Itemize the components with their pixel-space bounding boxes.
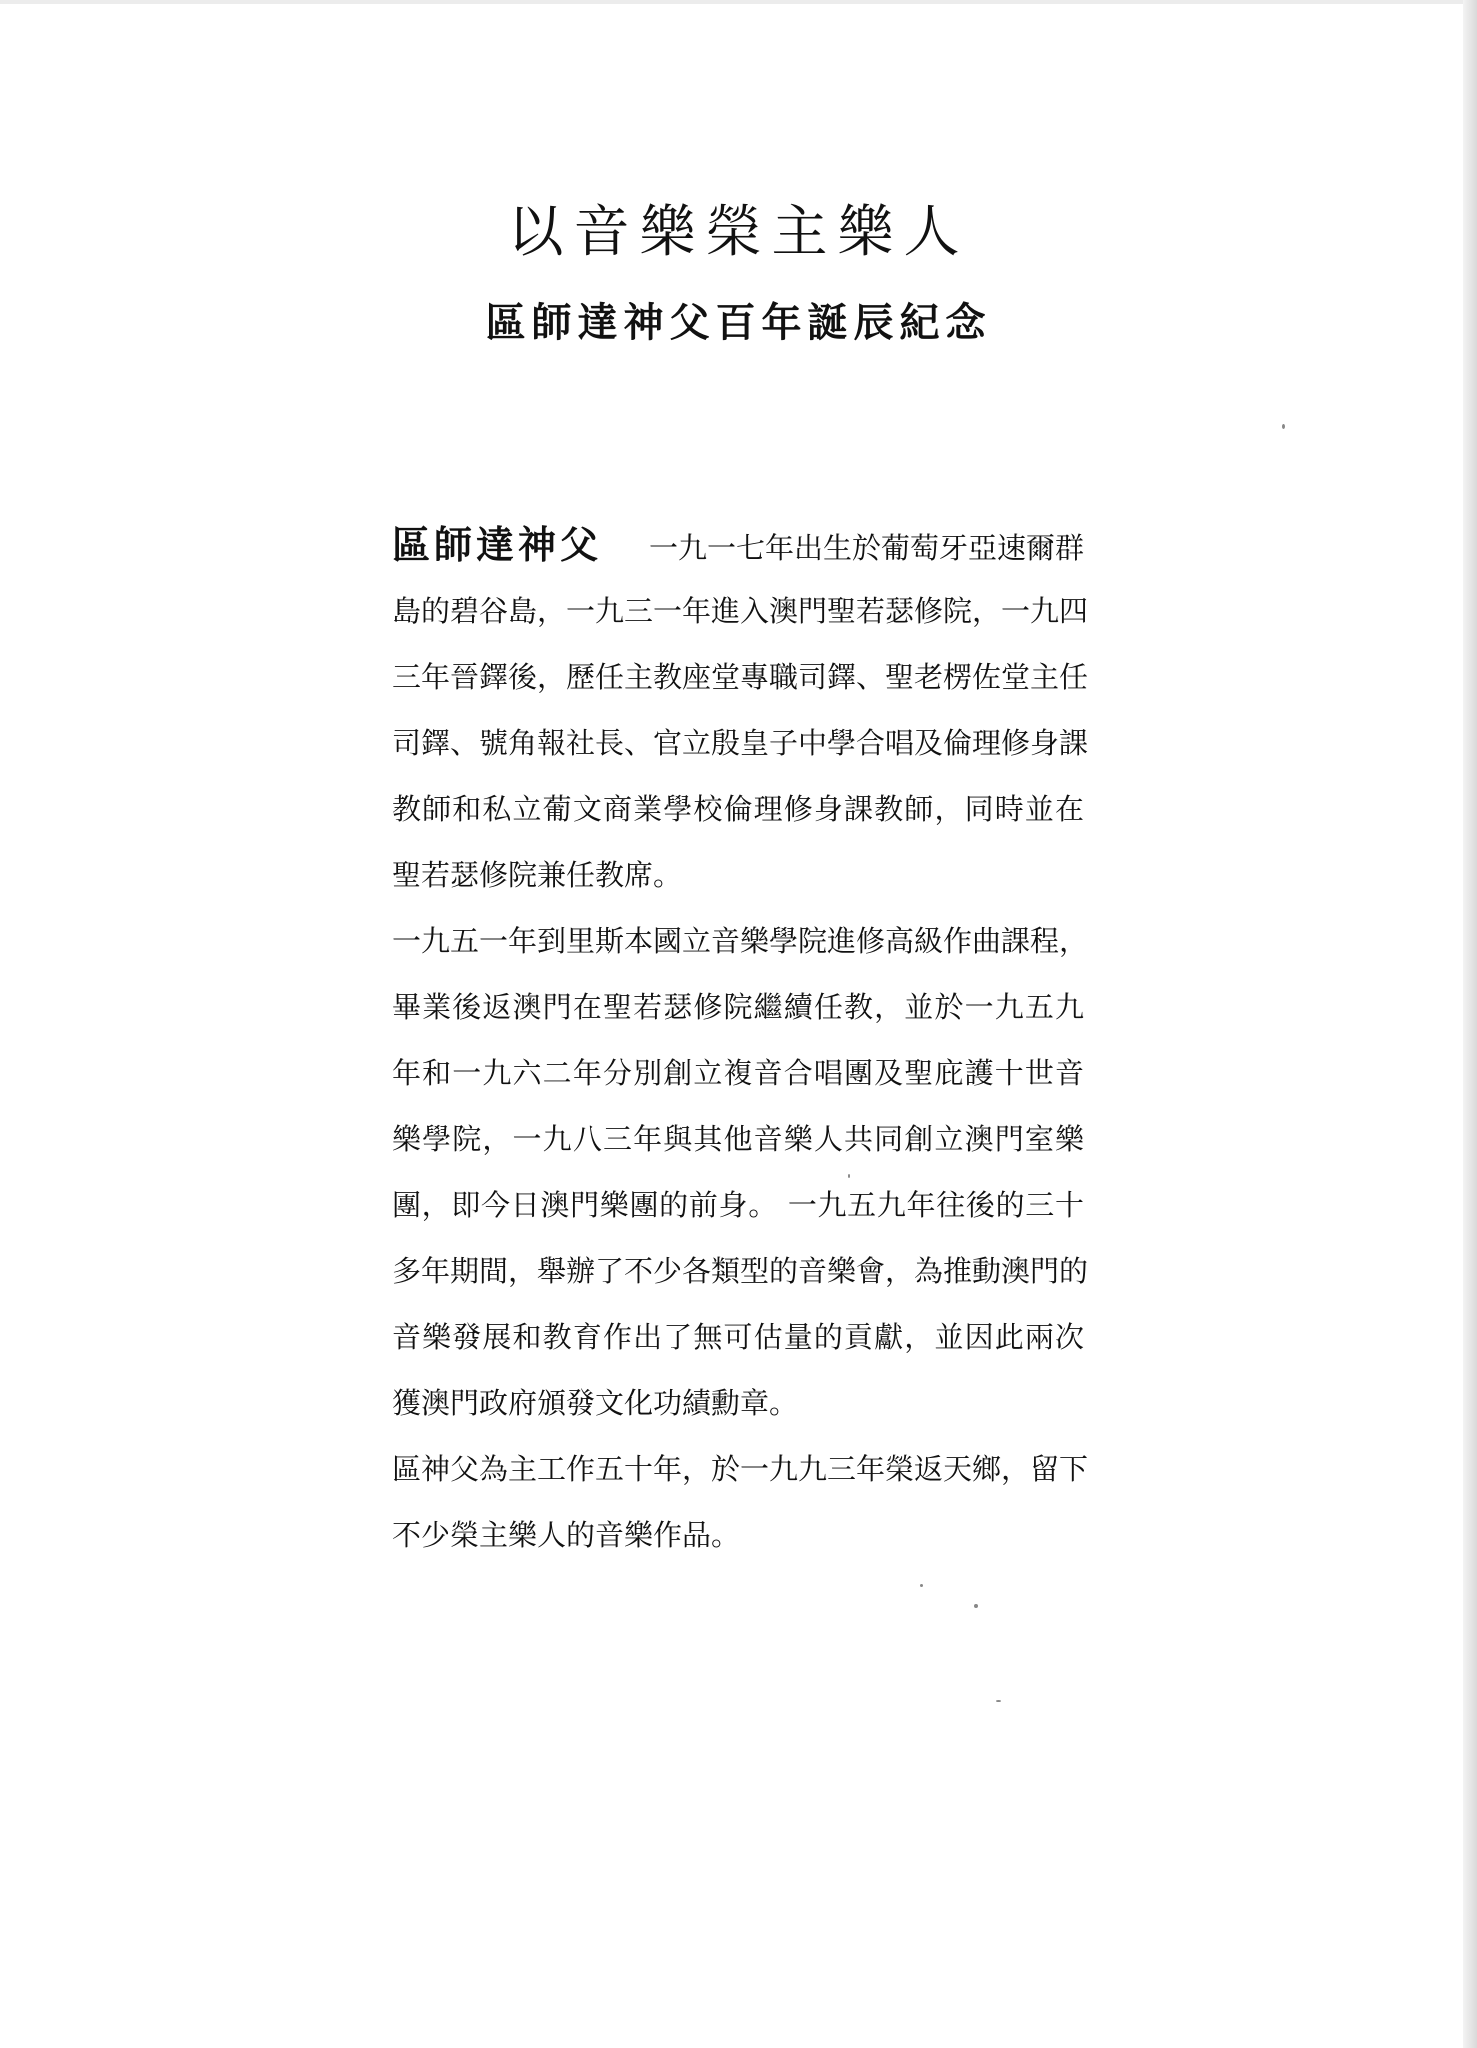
scan-speck [974,1604,978,1608]
paragraph-3-line: 區神父為主工作五十年，於一九九三年榮返天鄉，留下 [392,1452,1089,1486]
paragraph-3-line: 不少榮主樂人的音樂作品。 [392,1518,741,1552]
scan-speck [920,1584,923,1587]
page-title: 以音樂榮主樂人 [507,200,970,265]
scan-speck [848,1174,850,1178]
scan-speck [1282,424,1285,429]
paragraph-2-line: 獲澳門政府頒發文化功績勳章。 [392,1386,799,1420]
paragraph-1-line: 教師和私立葡文商業學校倫理修身課教師，同時並在 [392,792,1084,826]
paragraph-1-line: 司鐸、號角報社長、官立殷皇子中學合唱及倫理修身課 [392,726,1089,760]
paragraph-2-line: 多年期間，舉辦了不少各類型的音樂會，為推動澳門的 [392,1254,1089,1288]
paragraph-2-line: 畢業後返澳門在聖若瑟修院繼續任教，並於一九五九 [392,990,1084,1024]
paragraph-2-line: 一九五一年到里斯本國立音樂學院進修高級作曲課程， [392,924,1089,958]
paragraph-2-line: 年和一九六二年分別創立複音合唱團及聖庇護十世音 [392,1056,1084,1090]
subject-name: 區師達神父 [392,522,603,567]
page-subtitle: 區師達神父百年誕辰紀念 [485,299,992,346]
paragraph-2-line: 團，即今日澳門樂團的前身。 一九五九年往後的三十 [392,1188,1084,1222]
paragraph-1-line: 三年晉鐸後，歷任主教座堂專職司鐸、聖老楞佐堂主任 [392,660,1089,694]
paragraph-1-lead-text: 一九一七年出生於葡萄牙亞速爾群 [648,531,1084,565]
scan-speck [996,1700,1001,1702]
biography-text [392,512,1089,1568]
paragraph-2-line: 樂學院，一九八三年與其他音樂人共同創立澳門室樂 [392,1122,1084,1156]
paragraph-2-line: 音樂發展和教育作出了無可估量的貢獻，並因此兩次 [392,1320,1084,1354]
paragraph-1-line: 聖若瑟修院兼任教席。 [392,858,683,892]
paragraph-1-line-1 [392,512,1084,578]
scan-top-border [0,0,1477,4]
paragraph-1-line: 島的碧谷島，一九三一年進入澳門聖若瑟修院，一九四 [392,594,1089,628]
